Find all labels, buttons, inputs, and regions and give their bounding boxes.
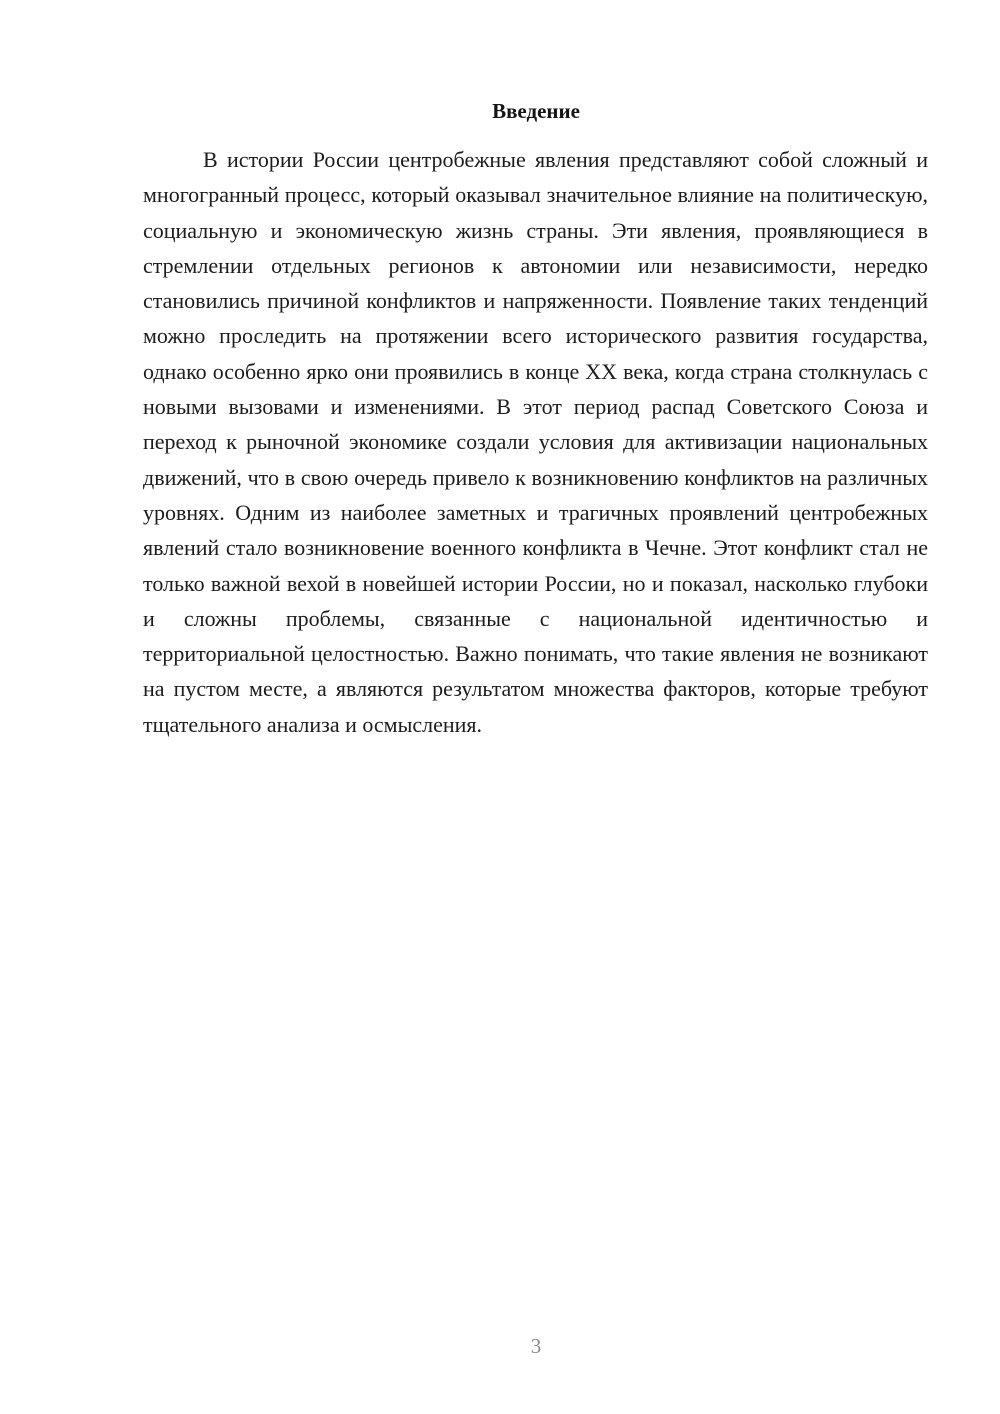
body-paragraph: В истории России центробежные явления представляют собой сложный и многогранный процесс, который оказывал значительное влияние на политическую, социальную и экономическую жизнь страны. Эти явления, проявляющиеся в стремлении отдельных регионов к автономии или независимости, нередко становились причиной конфликтов и напряженности. Появление таких тенденций можно проследить на протяжении всего исторического развития государства, однако особенно ярко они проявились в конце XX века, когда страна столкнулась с новыми вызовами и изменениями. В этот период распад Советского Союза и переход к рыночной экономике создали условия для активизации национальных движений, что в свою очередь привело к возникновению конфликтов на различных уровнях. Одним из наиболее заметных и трагичных проявлений центробежных явлений стало возникновение военного конфликта в Чечне. Этот конфликт стал не только важной вехой в новейшей истории России, но и показал, насколько глубоки и сложны проблемы, связанные с национальной идентичностью и территориальной целостностью. Важно понимать, что такие явления не возникают на пустом месте, а являются результатом множества факторов, которые требуют тщательного анализа и осмысления. (143, 147, 928, 737)
section-heading: Введение (492, 99, 580, 123)
page-number: 3 (530, 1334, 542, 1358)
